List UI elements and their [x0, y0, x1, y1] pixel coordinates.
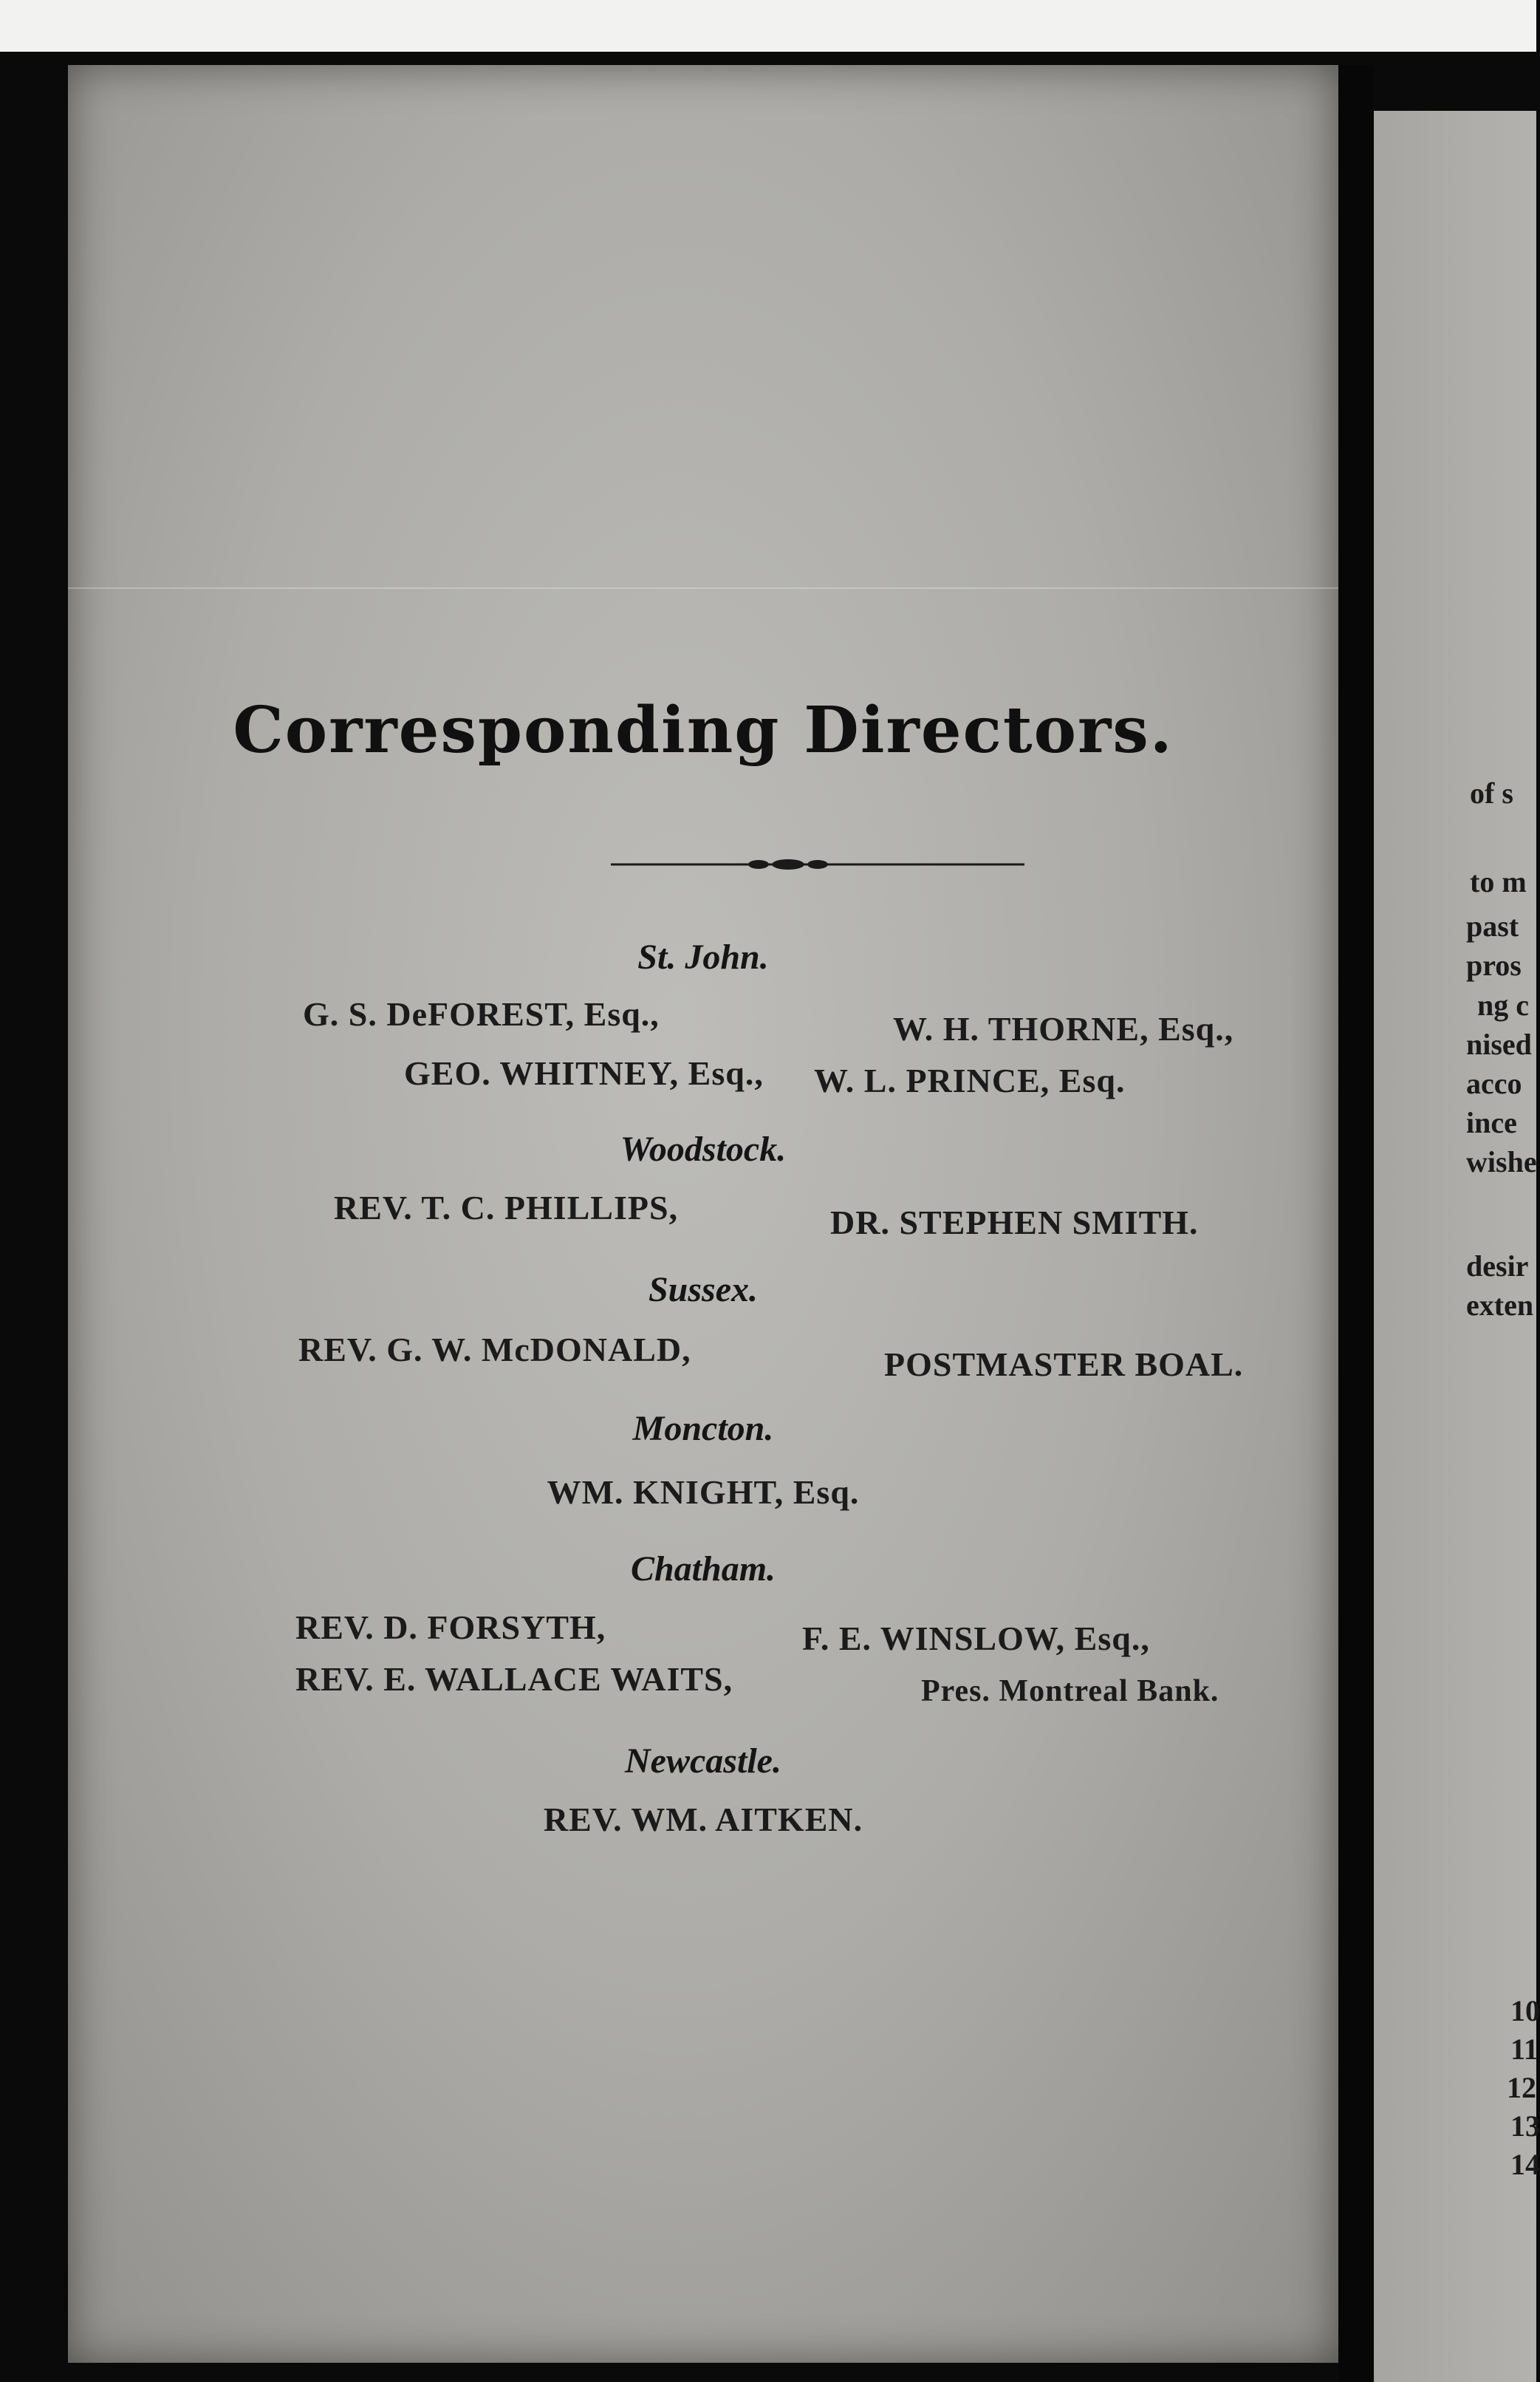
director-name: REV. G. W. McDONALD, — [298, 1331, 691, 1368]
facing-text: wishe — [1466, 1145, 1537, 1178]
director-name: WM. KNIGHT, Esq. — [547, 1473, 860, 1511]
director-name: W. H. THORNE, Esq., — [893, 1010, 1234, 1048]
facing-text: ince — [1466, 1106, 1517, 1139]
facing-text: nised — [1466, 1028, 1532, 1061]
facing-text: desir — [1466, 1249, 1529, 1283]
facing-text: 13 — [1510, 2109, 1540, 2143]
facing-page-fragment — [1374, 111, 1540, 2382]
section-heading-sussex: Sussex. — [648, 1270, 759, 1309]
director-name: DR. STEPHEN SMITH. — [830, 1204, 1199, 1241]
facing-text: 11 — [1510, 2033, 1539, 2066]
scan-border — [0, 0, 1536, 52]
director-name: W. L. PRINCE, Esq. — [814, 1062, 1126, 1099]
section-heading-moncton: Moncton. — [632, 1409, 774, 1448]
page-title: Corresponding Directors. — [233, 693, 1174, 768]
facing-text: 12 — [1507, 2071, 1536, 2104]
director-name: GEO. WHITNEY, Esq., — [404, 1054, 764, 1092]
facing-text: exten — [1466, 1289, 1534, 1322]
facing-text: pros — [1466, 949, 1522, 982]
paper-fold — [68, 587, 1338, 589]
director-name: REV. E. WALLACE WAITS, — [295, 1660, 733, 1698]
director-name: POSTMASTER BOAL. — [884, 1345, 1244, 1383]
director-name: REV. T. C. PHILLIPS, — [334, 1189, 679, 1226]
facing-text: acco — [1466, 1067, 1522, 1100]
facing-text: to m — [1470, 865, 1527, 898]
facing-text: 14 — [1510, 2148, 1540, 2181]
section-heading-st-john: St. John. — [637, 938, 769, 977]
ornamental-rule — [611, 859, 1024, 870]
document-page — [68, 65, 1338, 2363]
director-title: Pres. Montreal Bank. — [921, 1674, 1219, 1708]
facing-text: past — [1466, 910, 1519, 943]
director-name: REV. WM. AITKEN. — [543, 1801, 863, 1838]
section-heading-newcastle: Newcastle. — [625, 1741, 781, 1781]
director-name: F. E. WINSLOW, Esq., — [802, 1620, 1150, 1657]
section-heading-chatham: Chatham. — [630, 1549, 776, 1588]
facing-text: ng c — [1477, 989, 1529, 1022]
director-name: G. S. DeFOREST, Esq., — [303, 995, 660, 1033]
page-gutter — [1338, 65, 1374, 2382]
director-name: REV. D. FORSYTH, — [295, 1608, 606, 1646]
facing-text: 10 — [1510, 1994, 1540, 2027]
facing-text: of s — [1470, 777, 1513, 810]
section-heading-woodstock: Woodstock. — [620, 1130, 787, 1169]
